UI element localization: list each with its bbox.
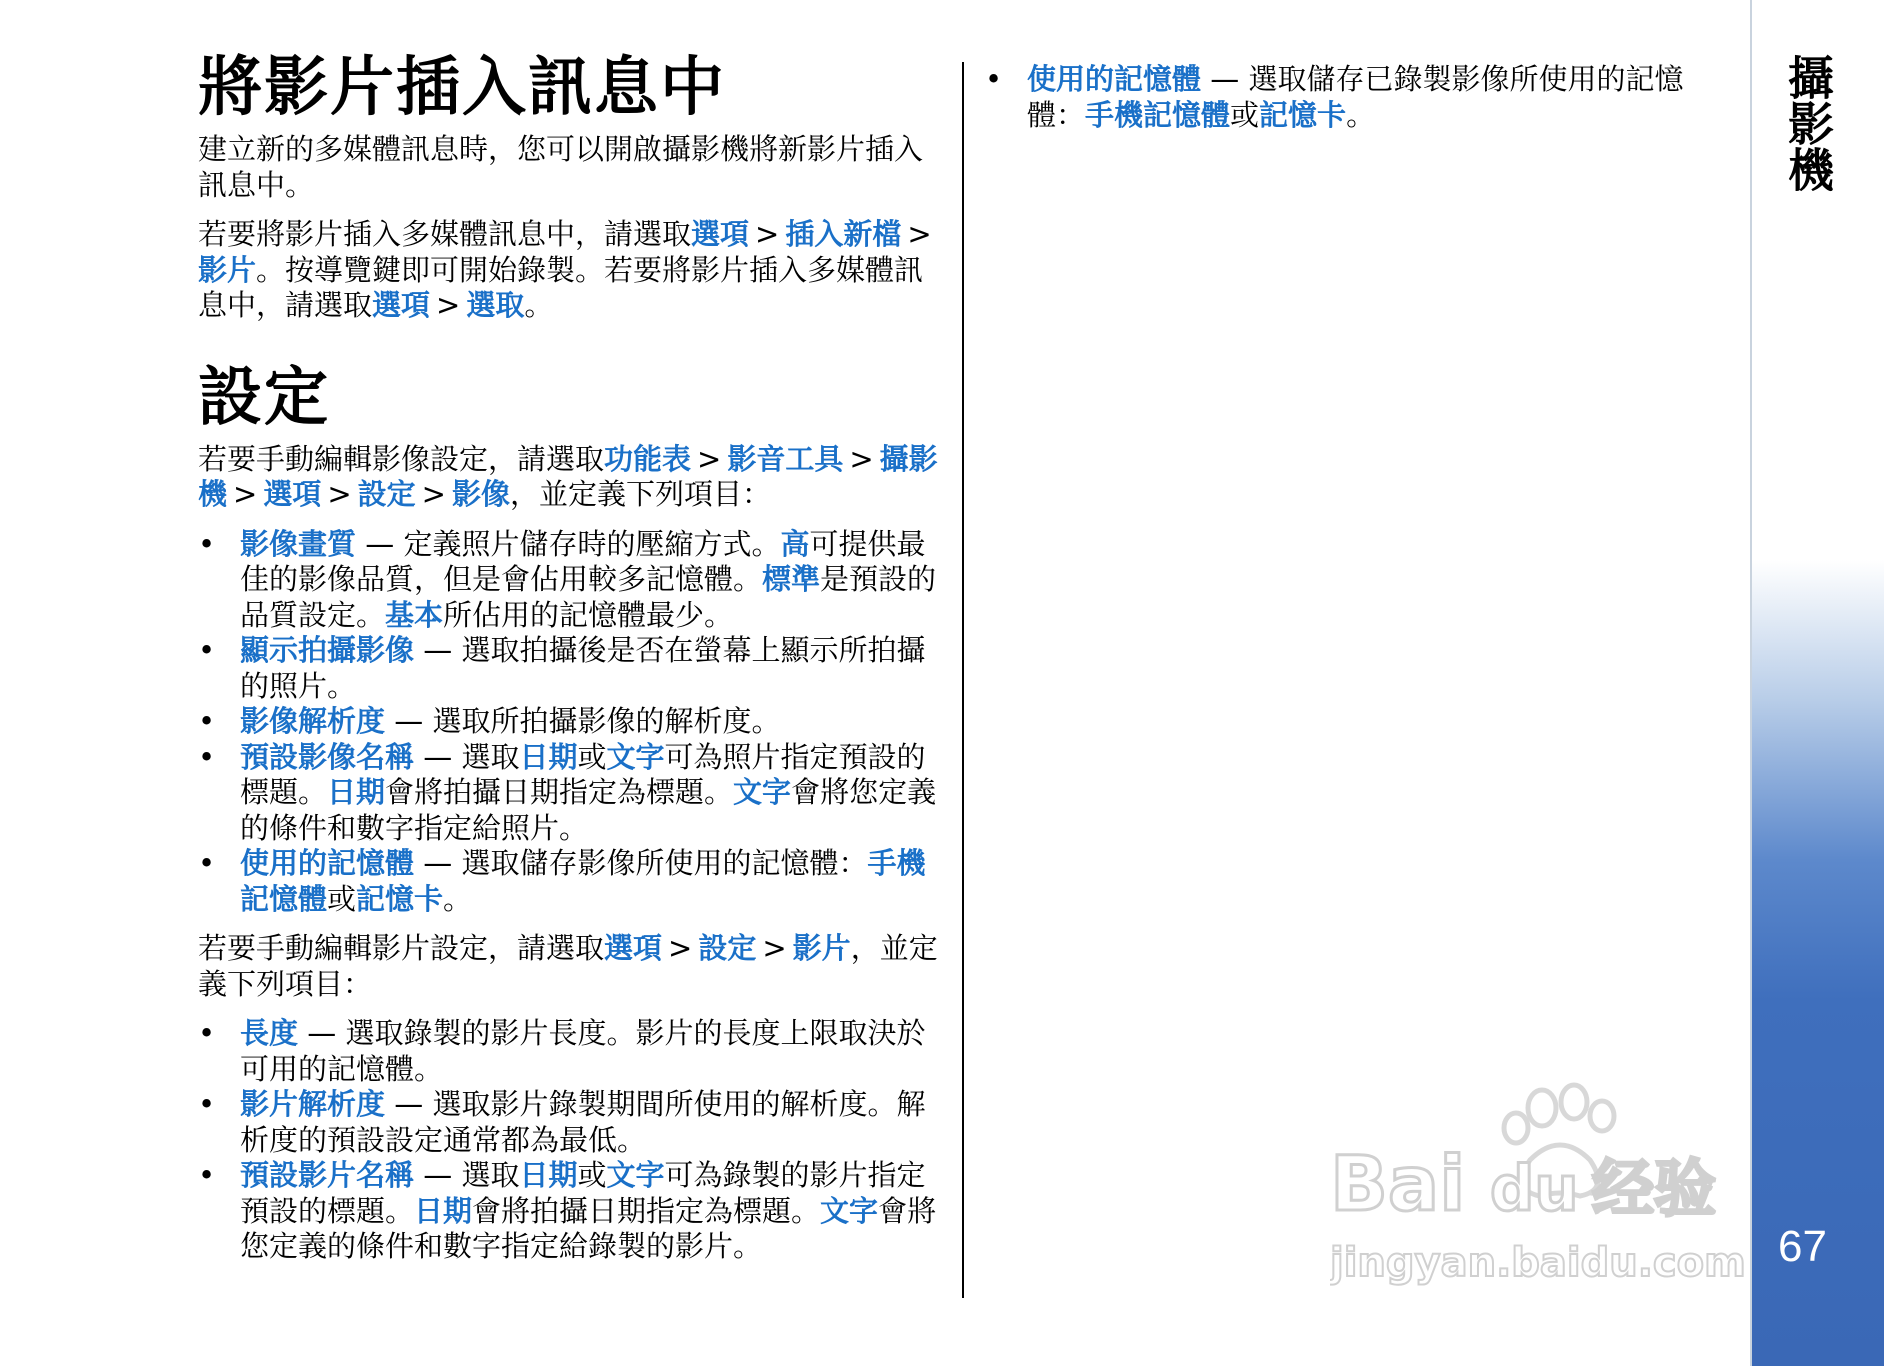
section-tab-band	[1750, 0, 1884, 1366]
paragraph-image-settings-intro: 若要手動編輯影像設定，請選取功能表 > 影音工具 > 攝影機 > 選項 > 設定 > 影像，並定義下列項目：	[198, 441, 938, 511]
menu-term: 插入新檔	[785, 217, 902, 251]
list-item: • 顯示拍攝影像 — 選取拍攝後是否在螢幕上顯示所拍攝的照片。	[198, 633, 943, 704]
list-item: • 預設影片名稱 — 選取日期或文字可為錄製的影片指定預設的標題。日期會將拍攝日期指定為標題。文字會將您定義的條件和數字指定給錄製的影片。	[198, 1158, 943, 1265]
svg-text:经验: 经验	[1592, 1152, 1717, 1225]
list-item: • 影片解析度 — 選取影片錄製期間所使用的解析度。解析度的預設設定通常都為最低。	[198, 1087, 943, 1158]
page-number: 67	[1778, 1222, 1827, 1271]
menu-term: 影片	[198, 252, 257, 287]
list-item: • 長度 — 選取錄製的影片長度。影片的長度上限取決於可用的記憶體。	[198, 1016, 943, 1087]
list-item: • 使用的記憶體 — 選取儲存已錄製影像所使用的記憶體：手機記憶體或記憶卡。	[985, 62, 1715, 133]
list-item: • 影像解析度 — 選取所拍攝影像的解析度。	[198, 704, 943, 740]
svg-text:Bai: Bai	[1330, 1139, 1466, 1228]
section-tab-label: 攝影機	[1781, 54, 1835, 192]
svg-text:du: du	[1490, 1152, 1579, 1225]
video-settings-list	[198, 1016, 943, 1265]
baidu-jingyan-watermark	[1330, 1080, 1770, 1300]
list-item: • 使用的記憶體 — 選取儲存影像所使用的記憶體：手機記憶體或記憶卡。	[198, 846, 943, 917]
menu-term: 選取	[466, 288, 525, 322]
image-settings-list	[198, 527, 943, 918]
paragraph-video-settings-intro: 若要手動編輯影片設定，請選取選項 > 設定 > 影片，並定義下列項目：	[198, 931, 938, 1001]
left-column	[198, 48, 943, 1279]
paragraph-insert-intro: 建立新的多媒體訊息時，您可以開啟攝影機將新影片插入訊息中。	[198, 132, 924, 202]
paragraph-insert-steps: 若要將影片插入多媒體訊息中，請選取選項 > 插入新檔 >影片。按導覽鍵即可開始錄製。若要將影片插入多媒體訊息中，請選取選項 > 選取。	[198, 217, 932, 322]
right-column	[985, 62, 1715, 147]
heading-settings: 設定	[198, 360, 330, 435]
memory-settings-list	[985, 62, 1715, 133]
column-divider	[962, 62, 964, 1298]
menu-term: 選項	[372, 288, 431, 322]
menu-term: 選項	[691, 217, 750, 251]
svg-text:jingyan.baidu.com: jingyan.baidu.com	[1330, 1240, 1746, 1286]
list-item: • 影像畫質 — 定義照片儲存時的壓縮方式。高可提供最佳的影像品質，但是會佔用較多記憶體。標準是預設的品質設定。基本所佔用的記憶體最少。	[198, 527, 943, 634]
heading-insert-video: 將影片插入訊息中	[198, 51, 726, 125]
list-item: • 預設影像名稱 — 選取日期或文字可為照片指定預設的標題。日期會將拍攝日期指定為標題。文字會將您定義的條件和數字指定給照片。	[198, 740, 943, 847]
